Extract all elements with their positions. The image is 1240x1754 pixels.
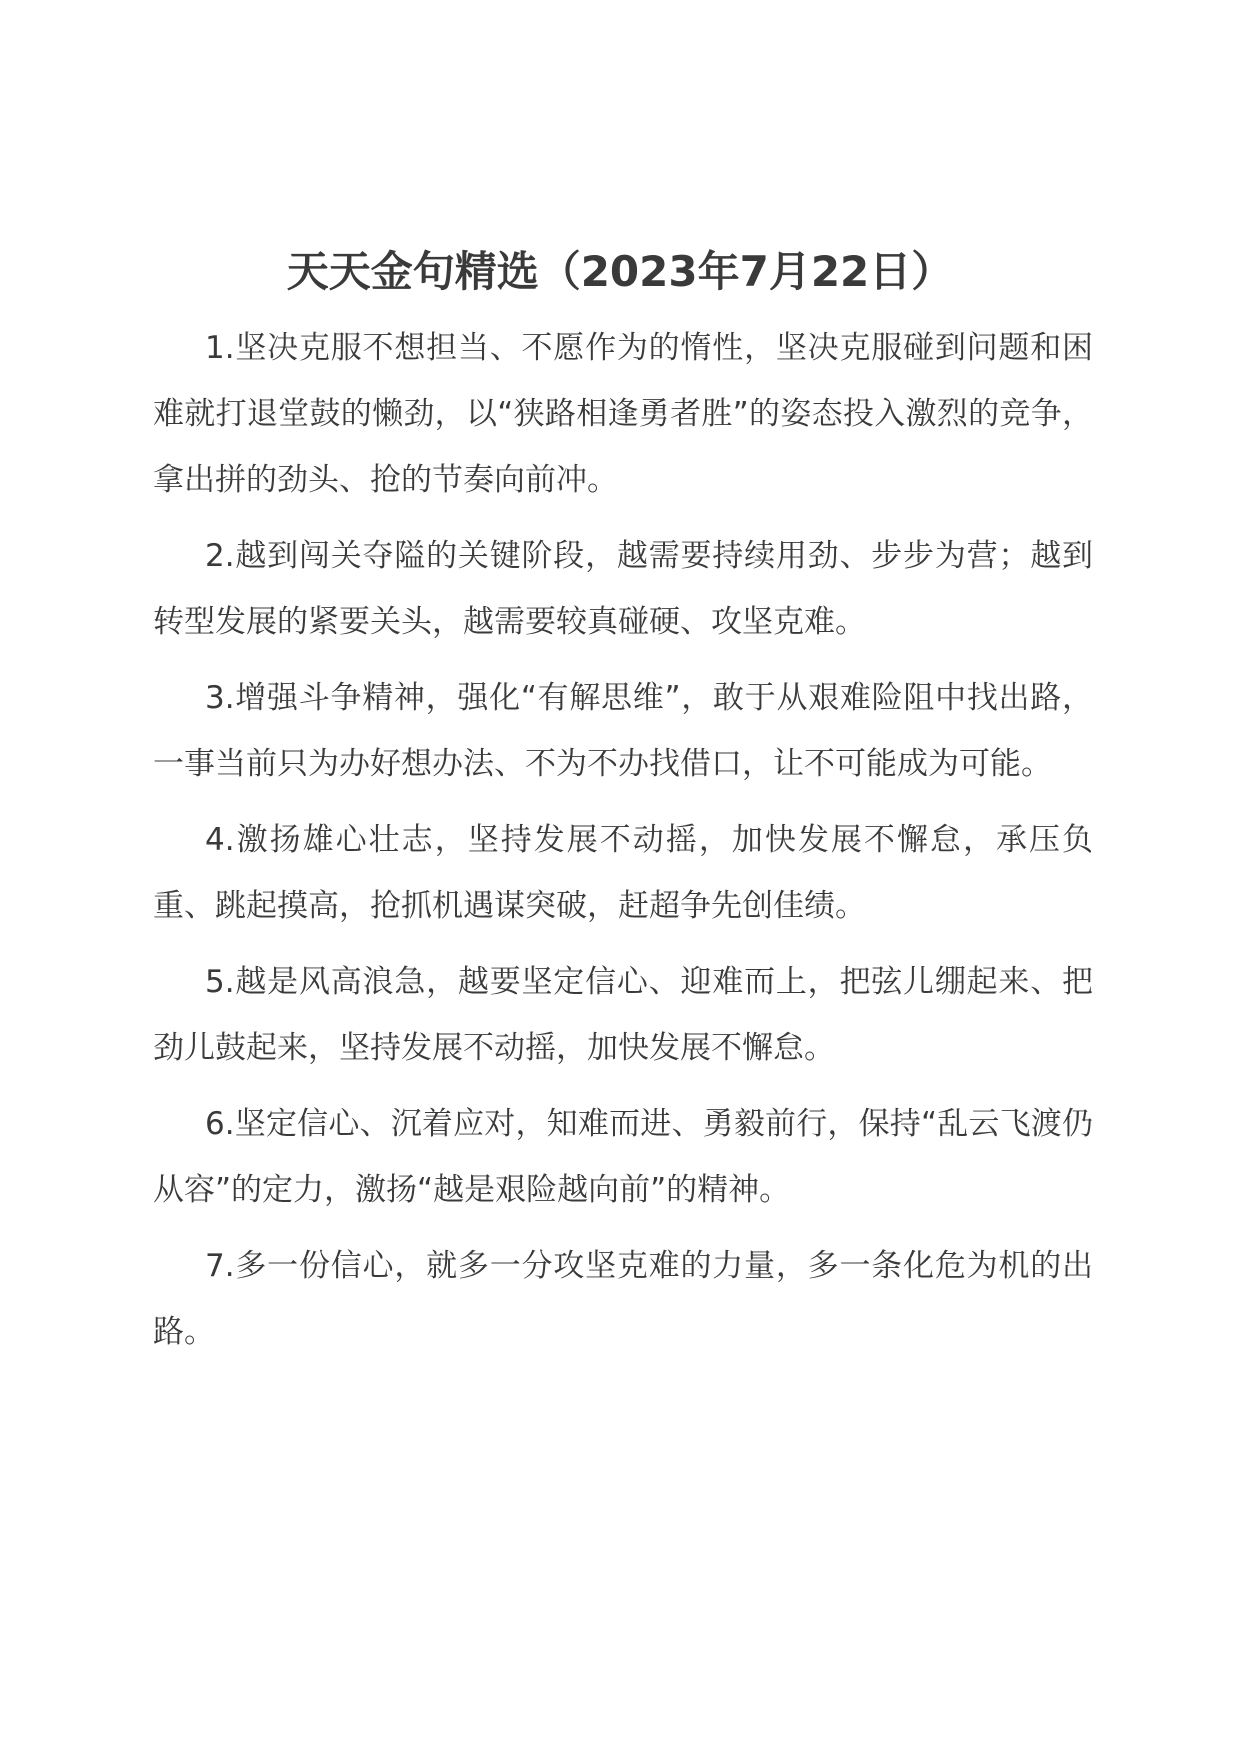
quote-paragraph-5: 5.越是风高浪急，越要坚定信心、迎难而上，把弦儿绷起来、把劲儿鼓起来，坚持发展不动摇，加快发展不懈怠。 [153, 964, 1093, 1066]
quote-paragraph-4: 4.激扬雄心壮志，坚持发展不动摇，加快发展不懈怠，承压负重、跳起摸高，抢抓机遇谋突破，赶超争先创佳绩。 [153, 822, 1093, 924]
quote-paragraph-1: 1.坚决克服不想担当、不愿作为的惰性，坚决克服碰到问题和困难就打退堂鼓的懒劲，以“狭路相逢勇者胜”的姿态投入激烈的竞争，拿出拼的劲头、抢的节奏向前冲。 [153, 330, 1093, 498]
quote-paragraph-2: 2.越到闯关夺隘的关键阶段，越需要持续用劲、步步为营；越到转型发展的紧要关头，越需要较真碰硬、攻坚克难。 [153, 538, 1093, 640]
quote-paragraph-6: 6.坚定信心、沉着应对，知难而进、勇毅前行，保持“乱云飞渡仍从容”的定力，激扬“越是艰险越向前”的精神。 [153, 1106, 1093, 1208]
document-title: 天天金句精选（2023年7月22日） [286, 247, 954, 296]
quote-paragraph-3: 3.增强斗争精神，强化“有解思维”，敢于从艰难险阻中找出路，一事当前只为办好想办法、不为不办找借口，让不可能成为可能。 [153, 680, 1093, 782]
quote-paragraph-7: 7.多一份信心，就多一分攻坚克难的力量，多一条化危为机的出路。 [153, 1248, 1093, 1350]
document-body [153, 315, 1093, 1375]
